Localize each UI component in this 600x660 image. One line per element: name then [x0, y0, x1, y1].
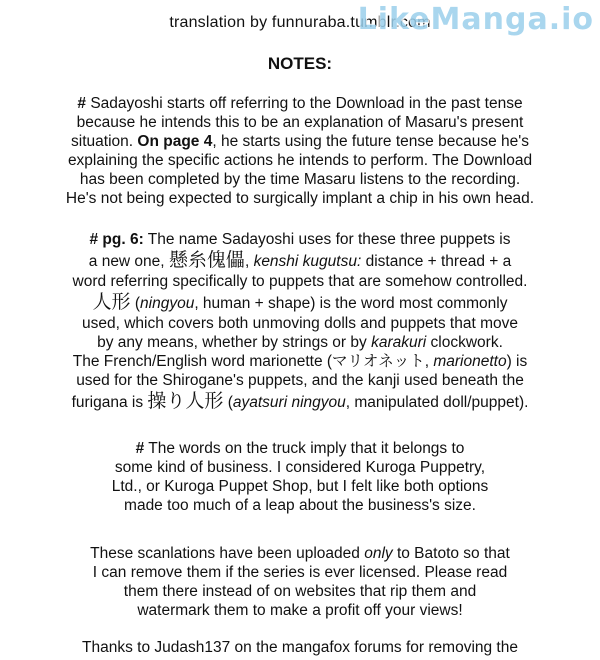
emphasis-text: only [364, 545, 393, 562]
romaji-term: kenshi kugutsu: [253, 253, 362, 270]
text-line: word referring specifically to puppets that are somehow controlled. [72, 273, 528, 290]
text-line: Ltd., or Kuroga Puppet Shop, but I felt like both options [111, 478, 489, 495]
text-span: a new one, [88, 253, 169, 270]
text-line [0, 390, 600, 413]
romaji-term: karakuri [371, 334, 427, 351]
translator-credit: translation by funnuraba.tumblr.com [169, 14, 431, 31]
note-puppets-paragraph [0, 230, 600, 413]
text-span: , human + shape) is the word most commonly [194, 295, 508, 312]
text-line: watermark them to make a profit off your views! [137, 602, 463, 619]
text-span: These scanlations have been uploaded [90, 545, 365, 562]
text-line: used, which covers both unmoving dolls and puppets that move [82, 315, 518, 332]
text-line: He's not being expected to surgically implant a chip in his own head. [65, 190, 535, 207]
site-watermark: LikeManga.io [357, 2, 594, 37]
text-line [0, 94, 600, 113]
romaji-term: ayatsuri ningyou [232, 394, 346, 411]
text-span: furigana is [71, 394, 148, 411]
note-truck-paragraph [0, 439, 600, 515]
text-line: because he intends this to be an explanation of Masaru's present [76, 114, 524, 131]
kanji-term: 懸糸傀儡 [168, 249, 245, 271]
page-title: NOTES: [267, 54, 333, 73]
romaji-term: marionetto [433, 353, 507, 370]
text-span: clockwork. [426, 334, 503, 351]
text-span: situation. [71, 133, 138, 150]
text-span: to Batoto so that [392, 545, 510, 562]
text-span: , [244, 253, 254, 270]
text-line [0, 544, 600, 563]
text-line: some kind of business. I considered Kuroga Puppetry, [114, 459, 486, 476]
romaji-term: ningyou [140, 295, 195, 312]
text-line [0, 230, 600, 249]
text-span: The French/English word marionette (マリオネット, [72, 353, 434, 370]
text-line: made too much of a leap about the business's size. [124, 497, 476, 514]
text-span: , manipulated doll/puppet). [345, 394, 529, 411]
text-span: The words on the truck imply that it belongs to [144, 440, 465, 457]
text-span: , he starts using the future tense because he's [212, 133, 529, 150]
text-line [0, 333, 600, 352]
note-marker: # [77, 95, 87, 112]
text-line: Thanks to Judash137 on the mangafox forums for removing the [82, 639, 518, 656]
page-reference: # pg. 6: [89, 231, 144, 248]
text-line [0, 132, 600, 151]
scanlation-notice [0, 544, 600, 620]
text-line: used for the Shirogane's puppets, and the kanji used beneath the [76, 372, 524, 389]
kanji-term: 操り人形 [147, 390, 224, 412]
text-line [0, 291, 600, 314]
kanji-term: 人形 [92, 291, 131, 313]
text-span: Sadayoshi starts off referring to the Download in the past tense [86, 95, 523, 112]
text-span: by any means, whether by strings or by [97, 334, 372, 351]
text-span: distance + thread + a [361, 253, 512, 270]
text-line [0, 352, 600, 371]
text-span: ( [223, 394, 233, 411]
text-span: ( [130, 295, 141, 312]
text-line: has been completed by the time Masaru listens to the recording. [79, 171, 521, 188]
note-tense-paragraph [0, 94, 600, 208]
text-line: them there instead of on websites that rip them and [123, 583, 477, 600]
page-reference: On page 4 [137, 133, 213, 150]
text-line [0, 439, 600, 458]
text-line: explaining the specific actions he intends to perform. The Download [67, 152, 533, 169]
text-line [0, 249, 600, 272]
note-marker: # [135, 440, 145, 457]
text-span: ) is [506, 353, 528, 370]
thanks-paragraph [0, 638, 600, 657]
text-span: The name Sadayoshi uses for these three puppets is [143, 231, 511, 248]
text-line: I can remove them if the series is ever licensed. Please read [92, 564, 508, 581]
